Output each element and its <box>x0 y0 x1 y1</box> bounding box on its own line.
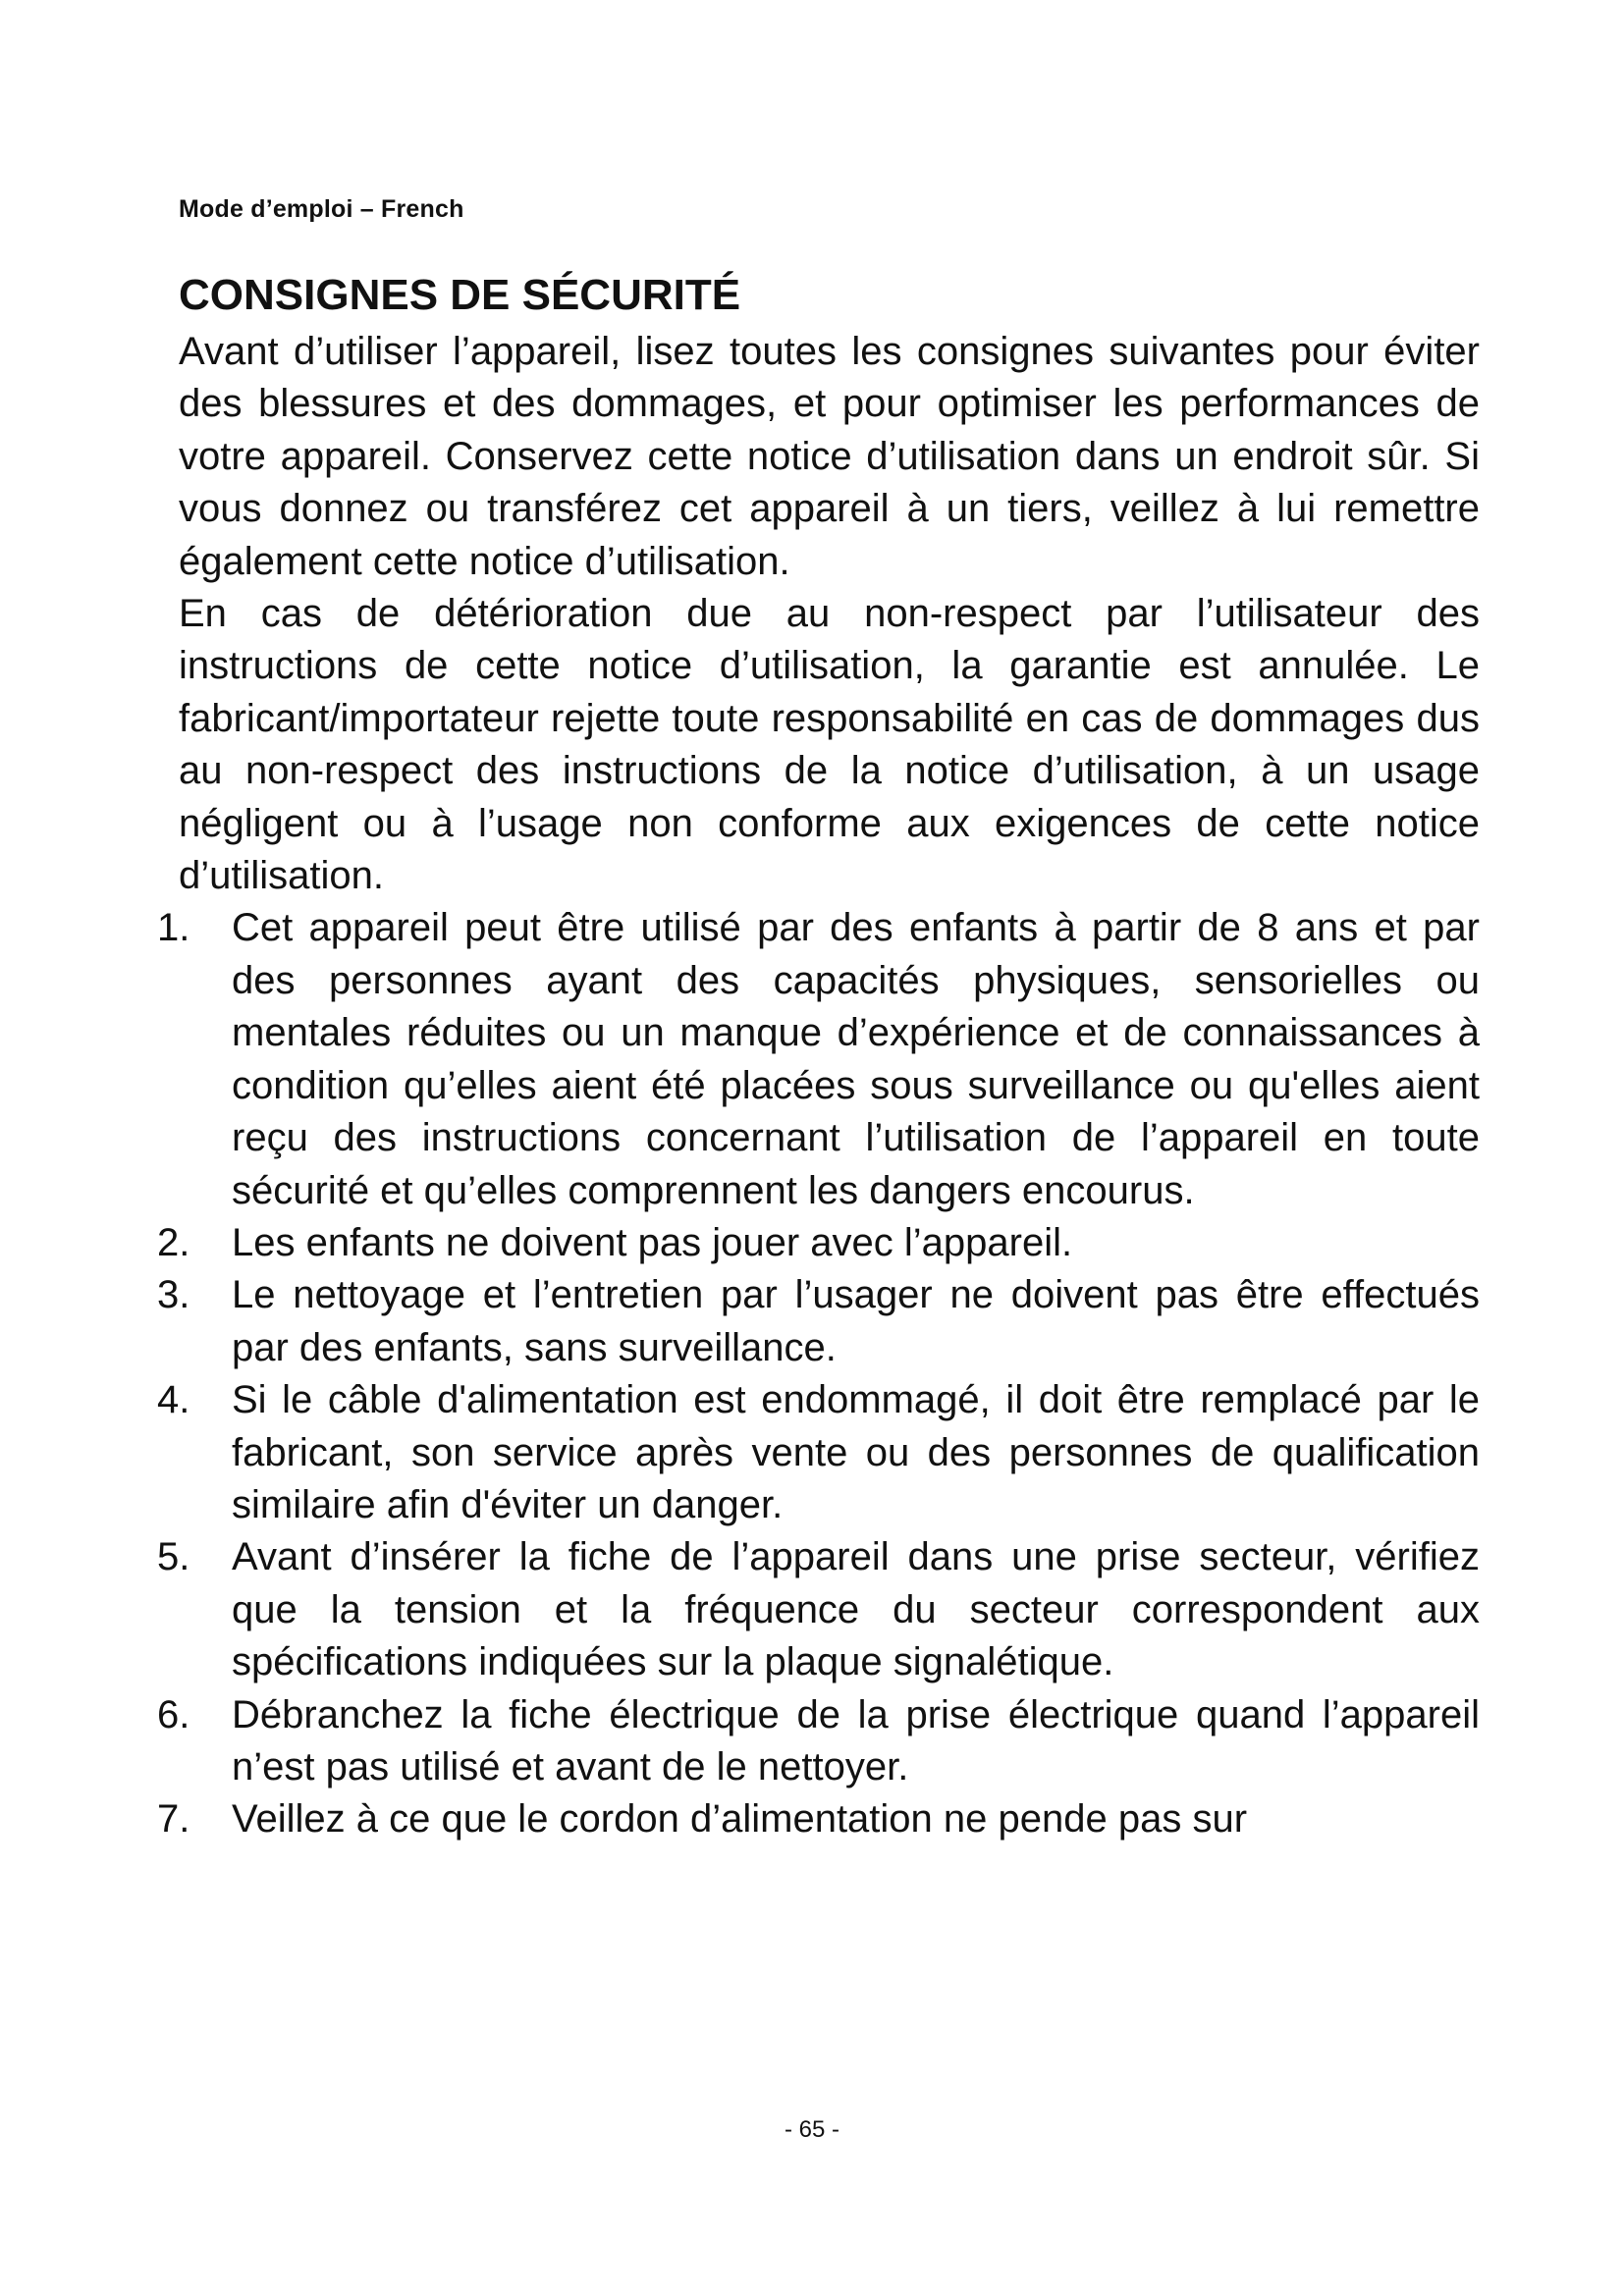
list-item-text: Veillez à ce que le cordon d’alimentation ne pende pas sur <box>232 1797 1248 1842</box>
list-item <box>157 1793 1480 1845</box>
list-item <box>157 1374 1480 1531</box>
list-item <box>157 1531 1480 1688</box>
list-item-number: 1. <box>157 906 190 950</box>
list-item <box>157 1269 1480 1374</box>
list-item-number: 3. <box>157 1273 190 1317</box>
list-item <box>157 1217 1480 1269</box>
page-number: - 65 - <box>784 2116 839 2143</box>
list-item-text: Si le câble d'alimentation est endommagé, il doit être remplacé par le fabricant, son service après vente ou des personnes de qualification similaire afin d'éviter un danger. <box>232 1378 1480 1526</box>
list-item-text: Le nettoyage et l’entretien par l’usager ne doivent pas être effectués par des enfants, sans surveillance. <box>232 1273 1480 1369</box>
safety-rules-list <box>157 902 1480 1845</box>
list-item-number: 5. <box>157 1535 190 1579</box>
list-item-text: Débranchez la fiche électrique de la prise électrique quand l’appareil n’est pas utilisé et avant de le nettoyer. <box>232 1692 1480 1789</box>
warranty-paragraph: En cas de détérioration due au non-respect par l’utilisateur des instructions de cette notice d’utilisation, la garantie est annulée. Le fabricant/importateur rejette toute responsabilité en cas de dommages dus au non-respect des instructions de la notice d’utilisation, à un usage négligent ou à l’usage non conforme aux exigences de cette notice d’utilisation. <box>179 592 1480 898</box>
list-item-text: Avant d’insérer la fiche de l’appareil dans une prise secteur, vérifiez que la tension et la fréquence du secteur correspondent aux spécifications indiquées sur la plaque signalétique. <box>232 1535 1480 1684</box>
list-item-text: Les enfants ne doivent pas jouer avec l’appareil. <box>232 1220 1073 1264</box>
list-item-text: Cet appareil peut être utilisé par des enfants à partir de 8 ans et par des personnes ayant des capacités physiques, sensorielles ou mentales réduites ou un manque d’expérience et de connaissances à condition qu’elles aient été placées sous surveillance ou qu'elles aient reçu des instructions concernant l’utilisation de l’appareil en toute sécurité et qu’elles comprennent les dangers encourus. <box>232 906 1480 1212</box>
list-item <box>157 902 1480 1216</box>
list-item <box>157 1689 1480 1794</box>
section-title: CONSIGNES DE SÉCURITÉ <box>179 271 741 319</box>
list-item-number: 4. <box>157 1378 190 1422</box>
running-header: Mode d’emploi – French <box>179 195 464 223</box>
list-item-number: 2. <box>157 1220 190 1264</box>
safety-section <box>157 265 1480 1846</box>
list-item-number: 6. <box>157 1692 190 1736</box>
list-item-number: 7. <box>157 1797 190 1842</box>
intro-paragraph: Avant d’utiliser l’appareil, lisez toutes les consignes suivantes pour éviter des blessures et des dommages, et pour optimiser les performances de votre appareil. Conservez cette notice d’utilisation dans un endroit sûr. Si vous donnez ou transférez cet appareil à un tiers, veillez à lui remettre également cette notice d’utilisation. <box>179 330 1480 583</box>
